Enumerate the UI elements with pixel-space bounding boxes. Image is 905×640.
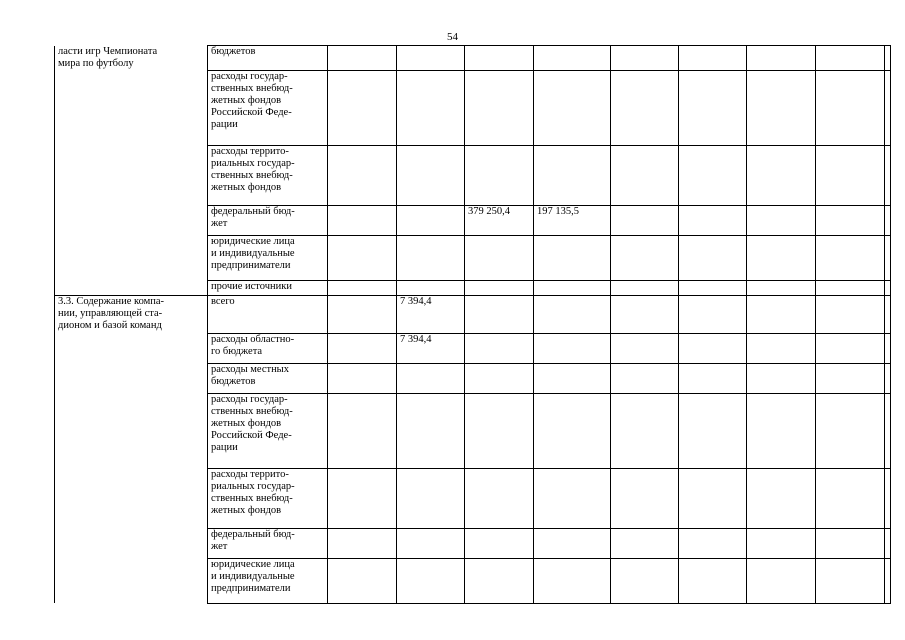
table-row <box>55 528 891 558</box>
value-cell <box>679 393 747 468</box>
table-row <box>55 146 891 206</box>
table-row <box>55 363 891 393</box>
value-cell <box>679 296 747 334</box>
value-cell <box>397 146 465 206</box>
value-cell: 379 250,4 <box>465 206 534 236</box>
value-cell <box>816 393 885 468</box>
value-cell <box>611 363 679 393</box>
value-cell <box>679 281 747 296</box>
table-row <box>55 71 891 146</box>
value-cell <box>747 236 816 281</box>
value-cell <box>885 468 891 528</box>
value-cell <box>328 528 397 558</box>
section-title-cell <box>55 468 208 528</box>
page-number: 54 <box>447 31 458 43</box>
value-cell <box>534 146 611 206</box>
value-cell <box>534 333 611 363</box>
value-cell <box>885 46 891 71</box>
funding-source-cell: прочие источники <box>208 281 328 296</box>
value-cell <box>816 468 885 528</box>
value-cell <box>465 146 534 206</box>
value-cell <box>679 146 747 206</box>
value-cell <box>328 393 397 468</box>
value-cell <box>397 281 465 296</box>
value-cell <box>397 236 465 281</box>
value-cell <box>885 71 891 146</box>
budget-table <box>54 45 891 604</box>
value-cell <box>816 146 885 206</box>
section-title-cell: 3.3. Содержание компа- нии, управляющей ста- дионом и базой команд <box>55 296 208 334</box>
value-cell <box>816 558 885 603</box>
value-cell <box>747 281 816 296</box>
funding-source-cell: расходы государ- ственных внебюд- жетных фондов Российской Феде- рации <box>208 393 328 468</box>
value-cell <box>465 393 534 468</box>
value-cell <box>816 333 885 363</box>
funding-source-cell: федеральный бюд- жет <box>208 528 328 558</box>
funding-source-cell: расходы местных бюджетов <box>208 363 328 393</box>
funding-source-cell: федеральный бюд- жет <box>208 206 328 236</box>
value-cell <box>679 468 747 528</box>
value-cell <box>465 281 534 296</box>
value-cell <box>611 206 679 236</box>
value-cell <box>679 236 747 281</box>
value-cell <box>534 236 611 281</box>
value-cell <box>611 468 679 528</box>
value-cell <box>328 71 397 146</box>
value-cell <box>328 296 397 334</box>
value-cell: 7 394,4 <box>397 333 465 363</box>
value-cell <box>747 468 816 528</box>
value-cell <box>885 528 891 558</box>
value-cell <box>816 206 885 236</box>
table-row <box>55 296 891 334</box>
value-cell <box>885 393 891 468</box>
value-cell <box>465 236 534 281</box>
value-cell <box>534 558 611 603</box>
section-title-cell <box>55 206 208 236</box>
value-cell <box>679 333 747 363</box>
value-cell <box>397 528 465 558</box>
section-title-cell <box>55 363 208 393</box>
value-cell <box>611 528 679 558</box>
value-cell <box>611 236 679 281</box>
table-row <box>55 468 891 528</box>
value-cell <box>885 236 891 281</box>
table-row <box>55 281 891 296</box>
section-title-cell <box>55 333 208 363</box>
value-cell <box>465 46 534 71</box>
value-cell <box>611 296 679 334</box>
value-cell <box>679 558 747 603</box>
value-cell <box>328 468 397 528</box>
value-cell <box>397 71 465 146</box>
funding-source-cell: расходы террито- риальных государ- ственных внебюд- жетных фондов <box>208 146 328 206</box>
value-cell <box>747 71 816 146</box>
value-cell <box>328 363 397 393</box>
section-title-cell <box>55 393 208 468</box>
section-title-cell <box>55 528 208 558</box>
value-cell <box>885 296 891 334</box>
value-cell <box>534 46 611 71</box>
value-cell <box>679 528 747 558</box>
value-cell <box>611 393 679 468</box>
value-cell <box>328 236 397 281</box>
value-cell <box>534 528 611 558</box>
value-cell <box>747 363 816 393</box>
value-cell <box>534 468 611 528</box>
table-row <box>55 393 891 468</box>
value-cell <box>885 363 891 393</box>
value-cell <box>465 468 534 528</box>
value-cell <box>328 46 397 71</box>
value-cell <box>328 281 397 296</box>
funding-source-cell: бюджетов <box>208 46 328 71</box>
value-cell <box>747 146 816 206</box>
value-cell <box>747 206 816 236</box>
value-cell <box>679 46 747 71</box>
section-title-cell <box>55 558 208 603</box>
section-title-cell <box>55 71 208 146</box>
value-cell <box>465 528 534 558</box>
value-cell <box>747 333 816 363</box>
value-cell <box>816 281 885 296</box>
value-cell <box>465 333 534 363</box>
value-cell <box>816 296 885 334</box>
value-cell <box>611 146 679 206</box>
value-cell <box>611 333 679 363</box>
value-cell <box>611 71 679 146</box>
value-cell <box>611 281 679 296</box>
value-cell <box>397 46 465 71</box>
funding-source-cell: расходы террито- риальных государ- ственных внебюд- жетных фондов <box>208 468 328 528</box>
value-cell <box>816 71 885 146</box>
table-row <box>55 206 891 236</box>
value-cell <box>679 71 747 146</box>
value-cell <box>611 46 679 71</box>
value-cell <box>611 558 679 603</box>
value-cell <box>747 296 816 334</box>
value-cell <box>397 393 465 468</box>
value-cell <box>816 236 885 281</box>
value-cell <box>747 393 816 468</box>
value-cell <box>747 558 816 603</box>
section-title-cell <box>55 236 208 281</box>
value-cell <box>465 558 534 603</box>
value-cell <box>816 363 885 393</box>
value-cell <box>397 206 465 236</box>
value-cell <box>534 393 611 468</box>
value-cell <box>534 71 611 146</box>
value-cell <box>534 281 611 296</box>
value-cell <box>328 333 397 363</box>
value-cell <box>679 206 747 236</box>
value-cell <box>328 146 397 206</box>
value-cell <box>328 558 397 603</box>
value-cell <box>885 281 891 296</box>
value-cell <box>816 528 885 558</box>
funding-source-cell: юридические лица и индивидуальные предприниматели <box>208 558 328 603</box>
value-cell <box>747 528 816 558</box>
table-row <box>55 46 891 71</box>
value-cell <box>747 46 816 71</box>
table-row <box>55 236 891 281</box>
value-cell <box>816 46 885 71</box>
value-cell: 7 394,4 <box>397 296 465 334</box>
value-cell <box>465 363 534 393</box>
value-cell <box>679 363 747 393</box>
value-cell <box>885 333 891 363</box>
value-cell <box>885 558 891 603</box>
funding-source-cell: расходы государ- ственных внебюд- жетных фондов Российской Феде- рации <box>208 71 328 146</box>
value-cell <box>885 146 891 206</box>
value-cell <box>397 468 465 528</box>
value-cell <box>465 296 534 334</box>
section-title-cell <box>55 146 208 206</box>
funding-source-cell: всего <box>208 296 328 334</box>
table-row <box>55 333 891 363</box>
value-cell <box>534 363 611 393</box>
value-cell <box>397 363 465 393</box>
funding-source-cell: расходы областно- го бюджета <box>208 333 328 363</box>
section-title-cell <box>55 281 208 296</box>
table-row <box>55 558 891 603</box>
value-cell: 197 135,5 <box>534 206 611 236</box>
funding-source-cell: юридические лица и индивидуальные предприниматели <box>208 236 328 281</box>
value-cell <box>534 296 611 334</box>
value-cell <box>885 206 891 236</box>
value-cell <box>465 71 534 146</box>
value-cell <box>397 558 465 603</box>
value-cell <box>328 206 397 236</box>
section-title-cell: ласти игр Чемпионата мира по футболу <box>55 46 208 71</box>
